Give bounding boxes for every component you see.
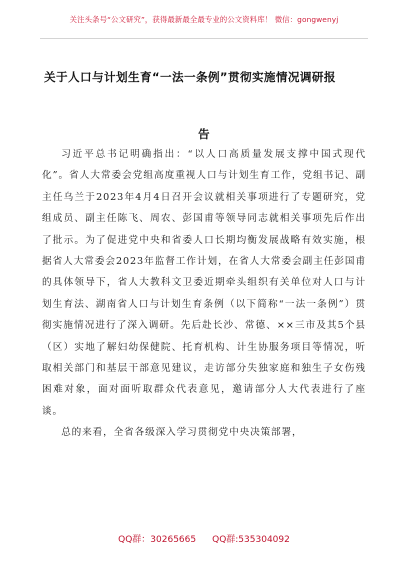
paragraph-2: 总的来看，全省各级深入学习贯彻党中央决策部署， (61, 427, 303, 439)
document-title-line-1: 关于人口与计划生育“一法一条例”贯彻实施情况调研报 (44, 70, 336, 84)
paragraph-1: 习近平总书记明确指出：“以人口高质量发展支撑中国式现代化”。省人大常委会党组高度重视人口与计划生育工作，党组书记、副主任乌兰于2023年4月4日召开会议就相关事项进行了专题研究，党组成员、副主任陈飞、周农、彭国甫等领导同志就相关事项先后作出了批示。为了促进党中央和省委人口长期均衡发展战略有效实施，根据省人大常委会2023年监督工作计划，在省人大常委会副主任彭国甫的具体领导下，省人大教科文卫委近期牵头组织有关单位对人口与计划生育法、湖南省人口与计划生育条例（以下简称“一法一条例”）贯彻实施情况进行了深入调研。先后赴长沙、常德、××三市及其5个县（区）实地了解妇幼保健院、托育机构、计生协服务项目等情况，听取相关部门和基层干部意见建议，走访部分失独家庭和独生子女伤残困难对象，面对面听取群众代表意见，邀请部分人大代表进行了座谈。 (42, 149, 366, 417)
footer (0, 532, 408, 545)
footer-qq-group-2: QQ群:535304092 (212, 535, 290, 545)
document-title-line-2: 告 (198, 127, 210, 141)
header-divider (40, 38, 368, 39)
footer-qq-group-1: QQ群：30265665 (118, 535, 197, 545)
header-banner: 关注头条号“公文研究”，获得最新最全最专业的公文资料库！ 微信：gongwenyj (69, 15, 339, 24)
document-body (42, 144, 366, 444)
